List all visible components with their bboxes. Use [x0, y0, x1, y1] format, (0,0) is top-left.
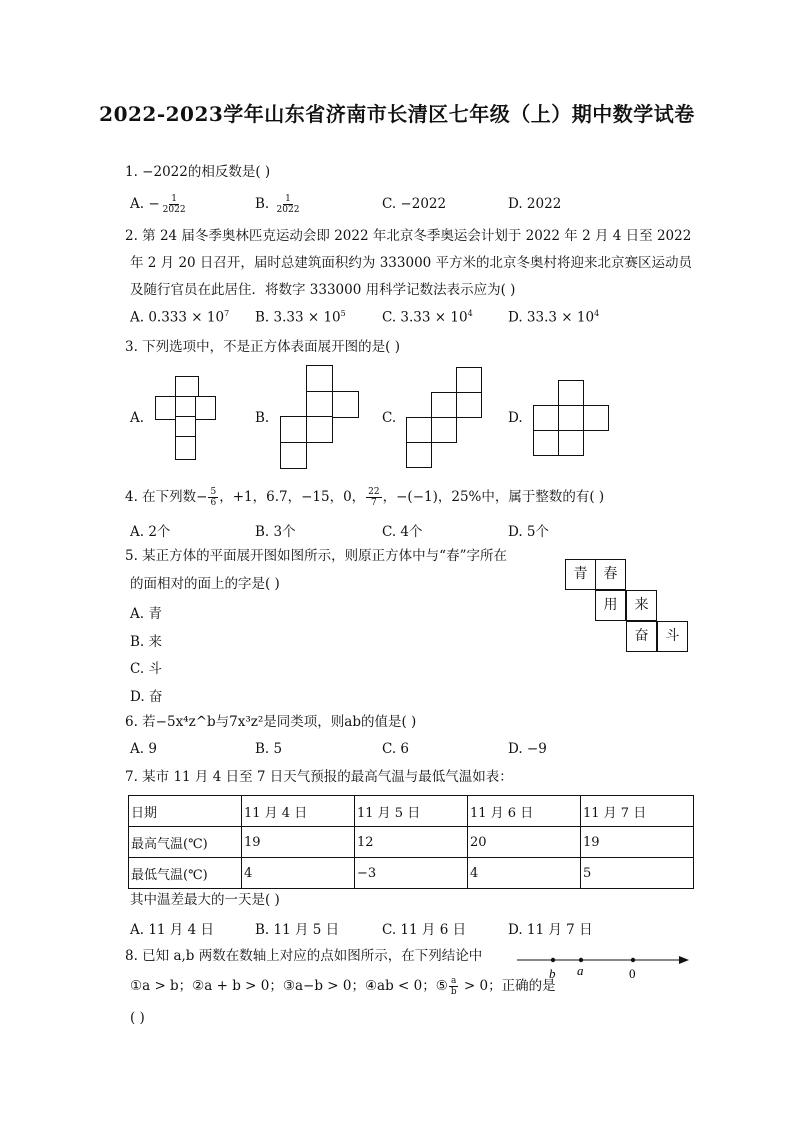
q4-option-d: D. 5个: [508, 524, 550, 540]
q1-option-c: C. −2022: [382, 196, 447, 212]
fraction-numerator: 1: [171, 194, 177, 204]
q1-option-b: [255, 194, 302, 215]
q2-option-d: [508, 309, 599, 326]
q6-option-d: D. −9: [508, 741, 547, 757]
net-cell: [558, 405, 584, 431]
net-cell-lai: 来: [626, 590, 657, 621]
q4-option-c: C. 4个: [382, 524, 423, 540]
table-cell: 19: [581, 827, 694, 858]
net-cell: [558, 380, 584, 406]
fraction-numerator: 5: [210, 487, 217, 497]
q1-option-a: [130, 194, 189, 215]
net-cell-yong: 用: [595, 590, 626, 621]
table-row: [129, 858, 694, 889]
q5-option-d: D. 奋: [130, 689, 163, 705]
number-line: [515, 948, 695, 984]
q2-option-d-exponent: 4: [594, 309, 600, 318]
question-4-text-pre: 4. 在下列数−: [125, 489, 208, 505]
question-5-line-2: 的面相对的面上的字是( ): [130, 576, 280, 592]
q2-option-a: [130, 309, 229, 326]
net-cell: [456, 392, 482, 418]
q3-label-b: B.: [255, 410, 270, 426]
net-cell: [431, 392, 457, 418]
net-cell: [155, 396, 176, 420]
table-cell: 11 月 5 日: [355, 796, 468, 827]
table-cell: 最高气温(℃): [129, 827, 242, 858]
q5-option-b: B. 来: [130, 634, 163, 650]
q7-option-b: B. 11 月 5 日: [255, 922, 340, 938]
question-8-line-1: 8. 已知 a,b 两数在数轴上对应的点如图所示，在下列结论中: [125, 948, 483, 964]
table-cell: −3: [355, 858, 468, 889]
question-4: [125, 487, 604, 508]
page-title: 2022-2023学年山东省济南市长清区七年级（上）期中数学试卷: [99, 102, 695, 126]
q2-option-d-base: D. 33.3 × 10: [508, 309, 595, 326]
table-cell: 最低气温(℃): [129, 858, 242, 889]
question-2-line-3: 及随行官员在此居住．将数字 333000 用科学记数法表示应为( ): [130, 282, 516, 298]
temperature-table: [128, 795, 694, 889]
q3-label-a: A.: [130, 410, 145, 426]
net-cell: [533, 405, 559, 431]
fraction-numerator: a: [451, 976, 457, 986]
q6-option-c: C. 6: [382, 741, 410, 757]
q8-fraction: [449, 976, 459, 997]
q2-option-c-base: C. 3.33 × 10: [382, 309, 468, 326]
question-7: 7. 某市 11 月 4 日至 7 日天气预报的最高气温与最低气温如表：: [125, 769, 513, 785]
q2-option-b-base: B. 3.33 × 10: [255, 309, 341, 326]
net-cell-qing: 青: [565, 559, 596, 590]
question-5-line-1: 5. 某正方体的平面展开图如图所示，则原正方体中与“春”字所在: [125, 548, 507, 564]
fraction-numerator: 22: [368, 487, 380, 497]
q1-option-a-prefix: A. −: [130, 196, 160, 212]
number-line-arrow: [679, 956, 689, 964]
question-4-text-mid: ，+1，6.7，−15，0，: [219, 489, 366, 505]
question-3: 3. 下列选项中，不是正方体表面展开图的是( ): [125, 339, 400, 355]
net-cell: [583, 405, 609, 431]
question-2-line-2: 年 2 月 20 日召开，届时总建筑面积约为 333000 平方米的北京冬奥村将迎来北京赛区运动员: [130, 255, 693, 271]
q7-option-a: A. 11 月 4 日: [130, 922, 214, 938]
fraction-denominator: b: [450, 987, 457, 997]
q1-option-b-prefix: B.: [255, 196, 270, 212]
fraction-denominator: 2022: [162, 205, 186, 215]
net-cell-dou: 斗: [657, 621, 688, 652]
net-cell: [306, 416, 333, 443]
table-cell: 19: [242, 827, 355, 858]
fraction-denominator: 6: [210, 498, 217, 508]
q4-fraction-1: [208, 487, 218, 508]
point-b: [551, 958, 555, 962]
net-cell: [533, 430, 559, 456]
net-cell-chun: 春: [595, 559, 626, 590]
q3-label-c: C.: [382, 410, 397, 426]
question-2-line-1: 2. 第 24 届冬季奥林匹克运动会即 2022 年北京冬季奥运会计划于 2022 年 2 月 4 日至 2022: [125, 228, 692, 244]
q2-option-c-exponent: 4: [467, 309, 473, 318]
point-a: [579, 958, 583, 962]
q6-option-a: A. 9: [130, 741, 157, 757]
question-7-followup: 其中温差最大的一天是( ): [130, 892, 280, 908]
label-zero: 0: [629, 966, 636, 981]
table-cell: 4: [242, 858, 355, 889]
q4-option-b: B. 3个: [255, 524, 296, 540]
net-cell: [306, 365, 333, 392]
q1-option-a-fraction: [161, 194, 188, 215]
net-cell: [306, 391, 333, 418]
table-cell: 11 月 4 日: [242, 796, 355, 827]
q2-option-a-exponent: 7: [224, 309, 230, 318]
table-cell: 4: [468, 858, 581, 889]
net-cell: [558, 430, 584, 456]
net-cell: [431, 417, 457, 443]
q7-option-c: C. 11 月 6 日: [382, 922, 467, 938]
net-cell: [280, 442, 307, 469]
label-a: a: [577, 963, 584, 978]
q4-fraction-2: [366, 487, 381, 508]
q3-label-d: D.: [508, 410, 523, 426]
table-header-row: [129, 796, 694, 827]
table-cell: 5: [581, 858, 694, 889]
q7-option-d: D. 11 月 7 日: [508, 922, 593, 938]
net-cell: [456, 367, 482, 393]
q4-option-a: A. 2个: [130, 524, 171, 540]
net-cell: [406, 417, 432, 443]
table-cell: 日期: [129, 796, 242, 827]
table-cell: 11 月 7 日: [581, 796, 694, 827]
fraction-numerator: 1: [285, 194, 291, 204]
q2-option-c: [382, 309, 473, 326]
q1-option-b-fraction: [275, 194, 302, 215]
net-cell-fen: 奋: [626, 621, 657, 652]
question-1: 1. −2022的相反数是( ): [125, 164, 271, 180]
q1-option-d: D. 2022: [508, 196, 562, 212]
q2-option-b: [255, 309, 346, 326]
table-cell: 11 月 6 日: [468, 796, 581, 827]
point-zero: [631, 958, 635, 962]
question-8-line-2: [130, 976, 556, 997]
q6-option-b: B. 5: [255, 741, 283, 757]
net-cell: [175, 436, 196, 460]
table-row: [129, 827, 694, 858]
q5-option-c: C. 斗: [130, 661, 162, 677]
label-b: b: [549, 966, 556, 981]
net-cell: [280, 416, 307, 443]
fraction-denominator: 2022: [276, 205, 300, 215]
net-cell: [195, 396, 216, 420]
table-cell: 20: [468, 827, 581, 858]
net-cell: [406, 442, 432, 468]
q2-option-a-base: A. 0.333 × 10: [130, 309, 225, 326]
fraction-denominator: 7: [371, 498, 377, 508]
table-cell: 12: [355, 827, 468, 858]
q5-option-a: A. 青: [130, 606, 162, 622]
q2-option-b-exponent: 5: [340, 309, 346, 318]
question-8-line-2-post: > 0；正确的是: [459, 978, 556, 994]
question-8-line-2-pre: ①a > b；②a + b > 0；③a−b > 0；④ab < 0；⑤: [130, 978, 448, 994]
question-8-line-3: ( ): [130, 1010, 145, 1026]
question-6: 6. 若−5x⁴z^b与7x³z²是同类项，则ab的值是( ): [125, 714, 417, 730]
net-cell: [332, 391, 359, 418]
question-4-text-post: ，−(−1)，25%中，属于整数的有( ): [382, 489, 605, 505]
